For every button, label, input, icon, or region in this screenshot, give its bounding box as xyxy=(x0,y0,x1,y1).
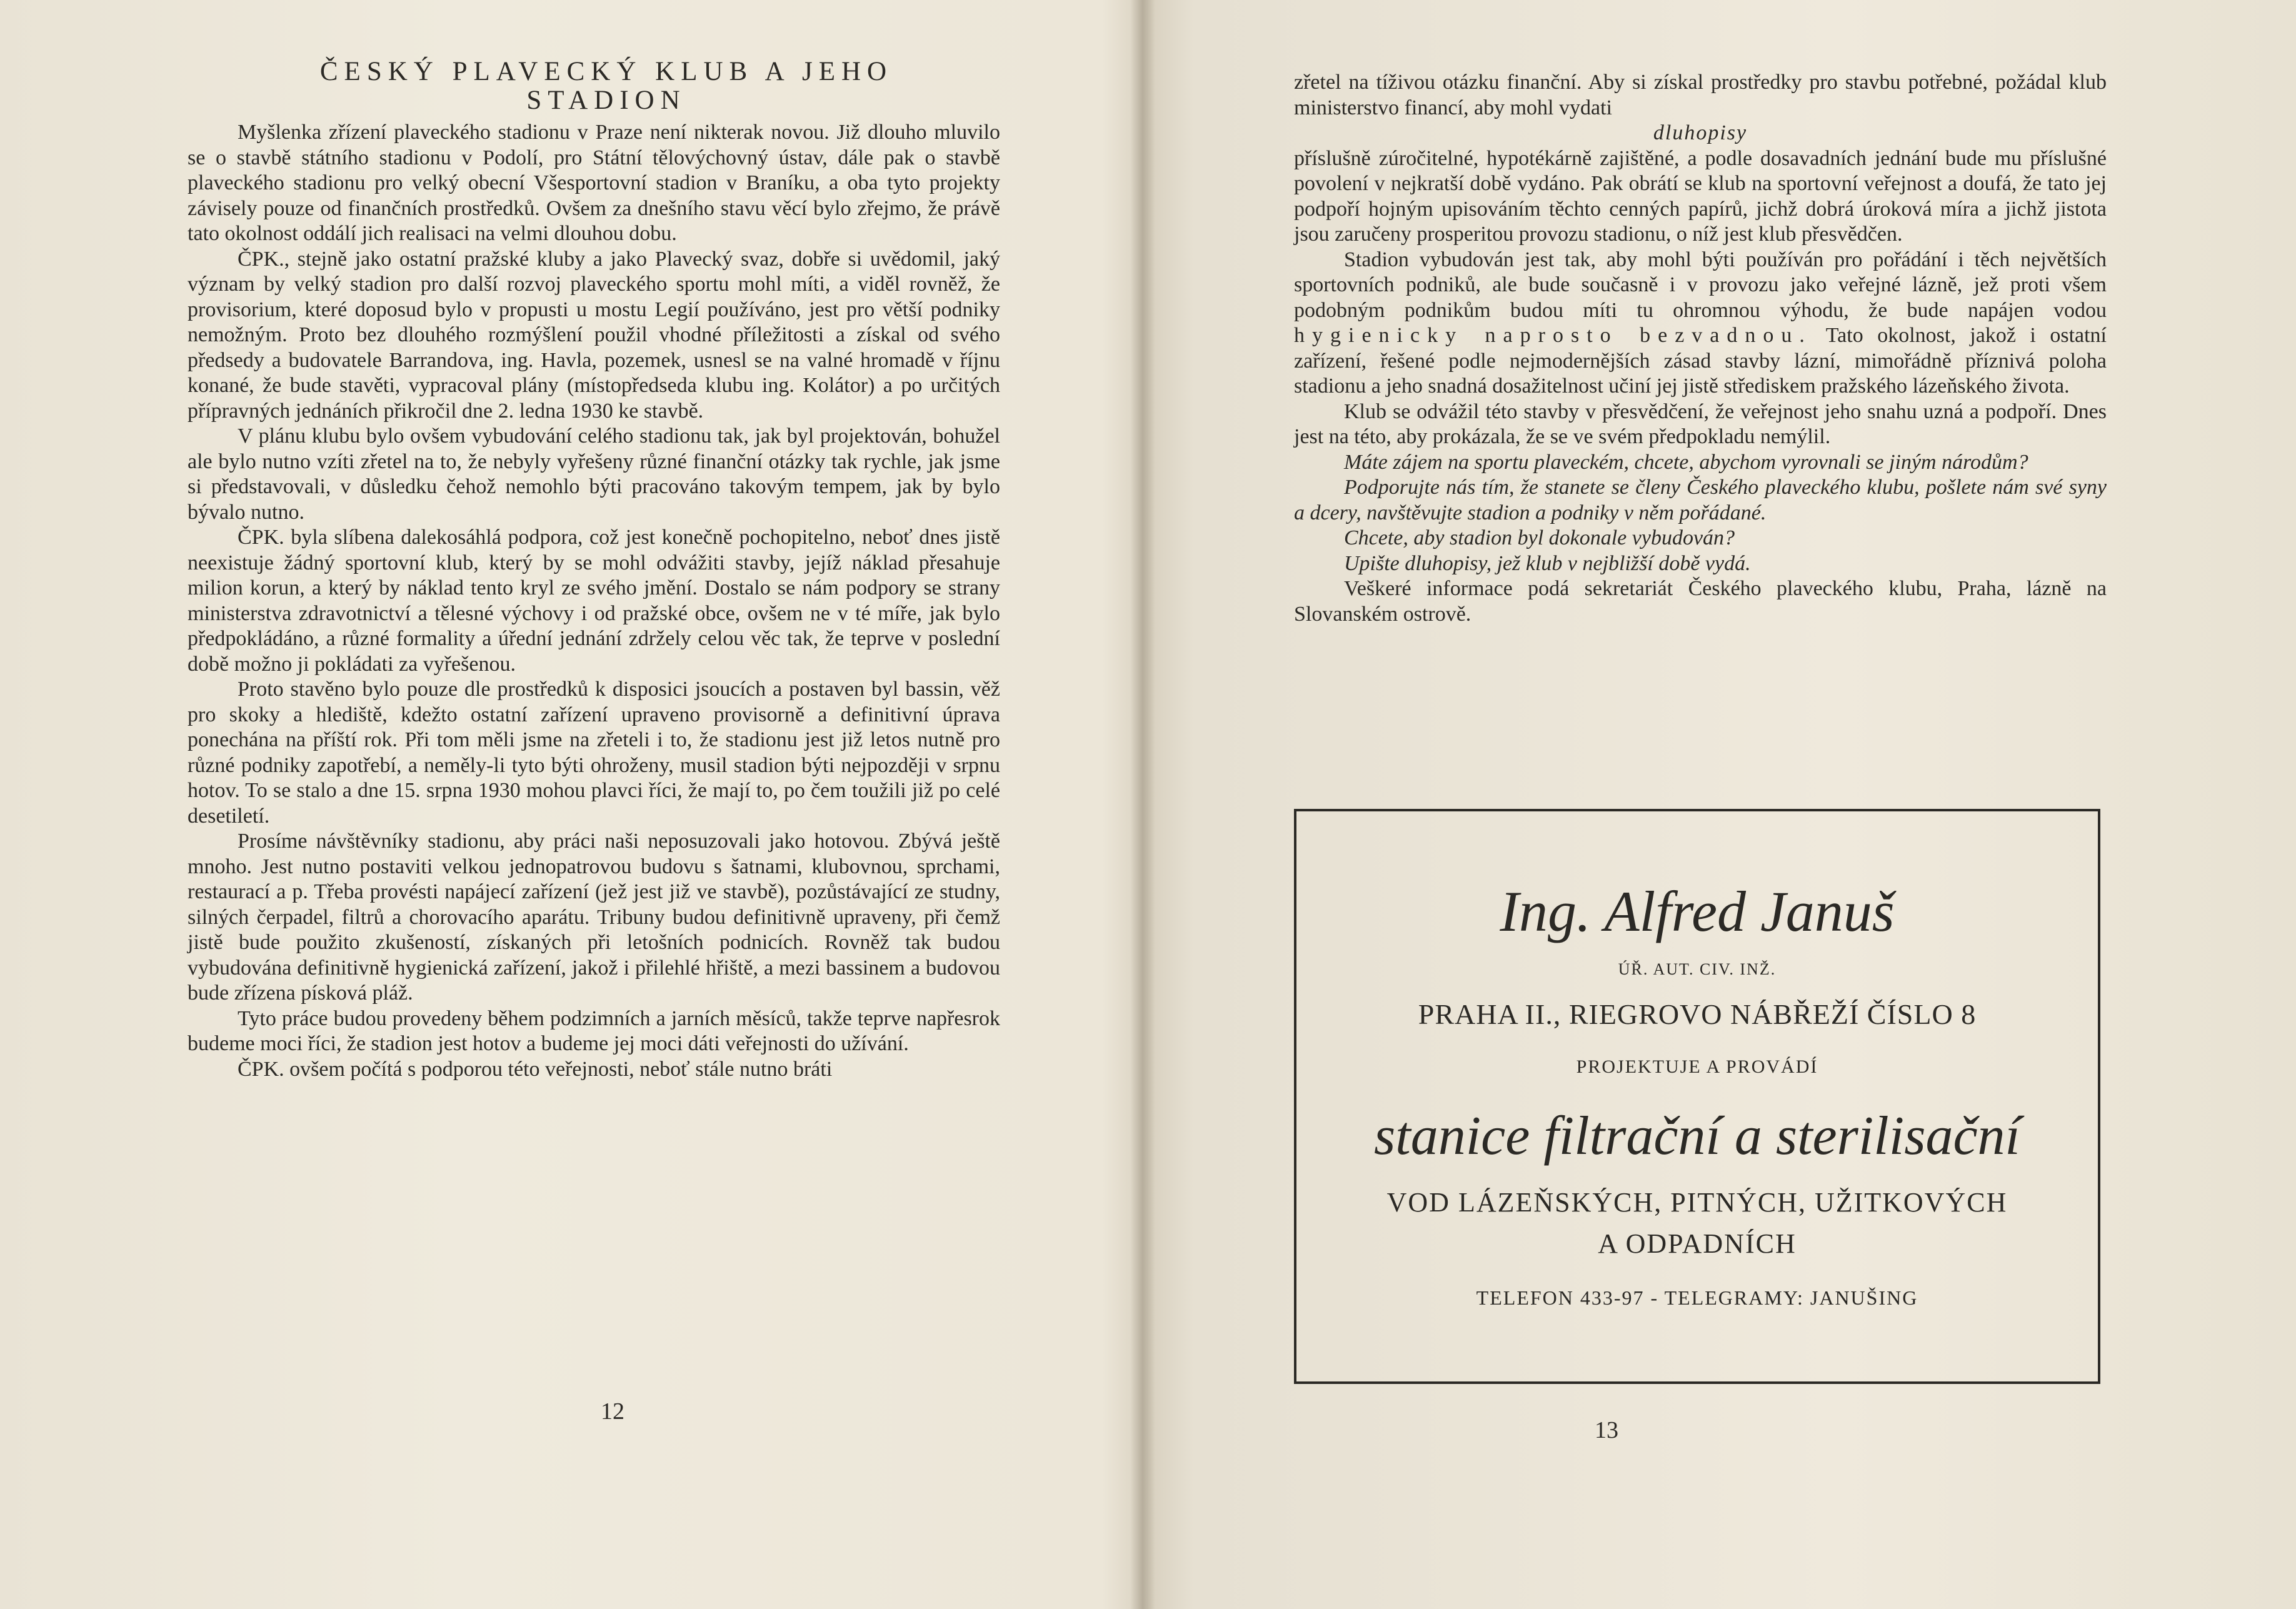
left-paragraph: ČPK., stejně jako ostatní pražské kluby a jako Plavecký svaz, dobře si uvědomil, jaký význam by velký stadion pro další rozvoj plaveckého sportu mohl míti, a viděl rovněž, že provisorium, které doposud bylo v propusti u mostu Legií používáno, jest pro větší podniky nemožným. Proto bez dlouhého rozmýšlení použil vhodné příležitosti a získal od svého předsedy a budovatele Barrandova, ing. Havla, pozemek, usnesl se na valné hromadě v říjnu konané, že bude stavěti, vypracoval plány (místopředseda klubu ing. Kolátor) a po určitých přípravných jednáních přikročil dne 2. ledna 1930 ke stavbě. xyxy=(188,247,1000,423)
ad-address: PRAHA II., RIEGROVO NÁBŘEŽÍ ČÍSLO 8 xyxy=(1418,998,1977,1030)
left-page xyxy=(188,0,1000,1609)
left-paragraph: Myšlenka zřízení plaveckého stadionu v Praze není nikterak novou. Již dlouho mluvilo se o stavbě státního stadionu v Podolí, pro Státní tělovýchovný ústav, dále pak o stavbě plaveckého stadionu pro velký obecní Všesportovní stadion v Braníku, a oba tyto projekty závisely pouze od finančních prostředků. Ovšem za dnešního stavu věcí bylo zřejmo, že právě tato okolnost oddálí jich realisaci na velmi dlouhou dobu. xyxy=(188,121,1000,245)
right-paragraph: příslušně zúročitelné, hypotékárně zajištěné, a podle dosavadních jednání bude mu příslušné povolení v nejkratší době vydáno. Pak obrátí se klub na sportovní veřejnost a doufá, že tato jej podpoří hojným upisováním těchto cenných papírů, jichž dobrá úroková míra a jichž jistota jsou zaručeny prosperitou provozu stadionu, o níž jest klub přesvědčen. xyxy=(1294,146,2107,246)
dluhopisy-heading: dluhopisy xyxy=(1653,121,1748,144)
italic-appeal: Upište dluhopisy, jež klub v nejbližší době vydá. xyxy=(1344,551,1751,575)
left-paragraph: Tyto práce budou provedeny během podzimních a jarních měsíců, takže teprve napřesrok budeme moci říci, že stadion jest hotov a budeme jej moci dáti veřejnosti do užívání. xyxy=(188,1006,1000,1055)
page-number-right: 13 xyxy=(1595,1417,1618,1443)
right-paragraph: zřetel na tíživou otázku finanční. Aby si získal prostředky pro stavbu potřebné, požádal klub ministerstvo financí, aby mohl vydati xyxy=(1294,71,2107,119)
ad-credential: ÚŘ. AUT. CIV. INŽ. xyxy=(1618,960,1777,978)
ad-service: stanice filtrační a sterilisační xyxy=(1374,1106,2020,1166)
ad-service-intro: PROJEKTUJE A PROVÁDÍ xyxy=(1576,1056,1818,1077)
right-paragraph-text: Tato okolnost, jakož i ostatní zařízení, řešené podle nejmodernějších zásad stavby lázní, mimořádně příznivá poloha stadionu a jeho snadná dosažitelnost učiní jej jistě střediskem pražského lázeňského života. xyxy=(1294,324,2107,398)
right-article-body xyxy=(1294,70,2107,627)
article-title-line1: ČESKÝ PLAVECKÝ KLUB A JEHO xyxy=(319,57,893,86)
ad-service-detail: A ODPADNÍCH xyxy=(1598,1228,1797,1259)
right-paragraph: Veškeré informace podá sekretariát Českého plaveckého klubu, Praha, lázně na Slovanském ostrově. xyxy=(1294,577,2107,626)
book-gutter xyxy=(1130,0,1155,1609)
spaced-emphasis: hygienicky naprosto bezvadnou. xyxy=(1294,324,1812,347)
right-paragraph: Klub se odvážil této stavby v přesvědčení, že veřejnost jeho snahu uzná a podpoří. Dnes jest na této, aby prokázala, že se ve svém předpokladu nemýlil. xyxy=(1294,399,2107,448)
italic-appeal: Chcete, aby stadion byl dokonale vybudován? xyxy=(1344,526,1735,549)
page-number-left: 12 xyxy=(601,1398,624,1425)
article-title xyxy=(213,58,1000,115)
left-paragraph: ČPK. ovšem počítá s podporou této veřejnosti, neboť stále nutno bráti xyxy=(238,1057,833,1081)
ad-service-detail: VOD LÁZEŇSKÝCH, PITNÝCH, UŽITKOVÝCH xyxy=(1386,1187,2008,1218)
ad-contact: TELEFON 433-97 - TELEGRAMY: JANUŠING xyxy=(1476,1286,1918,1309)
advertisement-box xyxy=(1294,809,2100,1384)
ad-engineer-name: Ing. Alfred Januš xyxy=(1500,880,1895,943)
left-paragraph: ČPK. byla slíbena dalekosáhlá podpora, což jest konečně pochopitelno, neboť dnes jistě neexistuje žádný sportovní klub, který by se mohl odvážiti stavby, jejíž náklad přesahuje milion korun, a který by náklad tento kryl ze svého jmění. Dostalo se nám podpory se strany ministerstva zdravotnictví a tělesné výchovy i od pražské obce, ovšem ne v té míře, jak bylo předpokládáno, a různé formality a úřední jednání zdržely celou věc tak, že teprve v poslední době možno ji pokládati za vyřešenou. xyxy=(188,526,1000,676)
article-title-line2: STADION xyxy=(526,86,686,115)
left-paragraph: V plánu klubu bylo ovšem vybudování celého stadionu tak, jak byl projektován, bohužel ale bylo nutno vzíti zřetel na to, že nebyly vyřešeny různé finanční otázky tak rychle, jak jsme si představovali, v důsledku čehož nemohlo býti pracováno takovým tempem, jak by bylo bývalo nutno. xyxy=(188,424,1000,524)
left-article-body xyxy=(188,120,1000,1082)
left-paragraph: Prosíme návštěvníky stadionu, aby práci naši neposuzovali jako hotovou. Zbývá ještě mnoho. Jest nutno postaviti velkou jednopatrovou budovu s šatnami, klubovnou, sprchami, restaurací a p. Třeba provésti napájecí zařízení (jež jest již ve stavbě), pozůstávající ze studny, silných čerpadel, filtrů a chorovacího aparátu. Tribuny budou definitivně upraveny, při čemž jistě bude použito zkušeností, získaných při letošních podnicích. Rovněž tak budou vybudována definitivně hygienická zařízení, jakož i přilehlé hřiště, a mezi bassinem a budovou bude zřízena písková pláž. xyxy=(188,830,1000,1005)
left-paragraph: Proto stavěno bylo pouze dle prostředků k disposici jsoucích a postaven byl bassin, věž pro skoky a hlediště, kdežto ostatní zařízení upraveno provisorně a definitivní úprava ponechána na příští rok. Při tom měli jsme na zřeteli i to, že stadionu jest již letos nutně pro různé podniky zapotřebí, a neměly-li tyto býti ohroženy, musil stadion býti nejpozději v srpnu hotov. To se stalo a dne 15. srpna 1930 mohou plavci říci, že mají to, po čem toužili již po celé desetiletí. xyxy=(188,678,1000,828)
right-page xyxy=(1294,0,2107,1609)
right-paragraph-text: Stadion vybudován jest tak, aby mohl býti používán pro pořádání i těch největších sportovních podniků, ale bude současně i v provozu jako veřejné lázně, jež proti všem podobným podnikům budou míti tu ohromnou výhodu, že bude napájen vodou xyxy=(1294,248,2107,322)
right-paragraph-hygiene xyxy=(1294,248,2107,399)
italic-appeal: Máte zájem na sportu plaveckém, chcete, abychom vyrovnali se jiným národům? xyxy=(1344,450,2028,474)
italic-appeal: Podporujte nás tím, že stanete se členy Českého plaveckého klubu, pošlete nám své syny a dcery, navštěvujte stadion a podniky v něm pořádané. xyxy=(1294,476,2107,524)
